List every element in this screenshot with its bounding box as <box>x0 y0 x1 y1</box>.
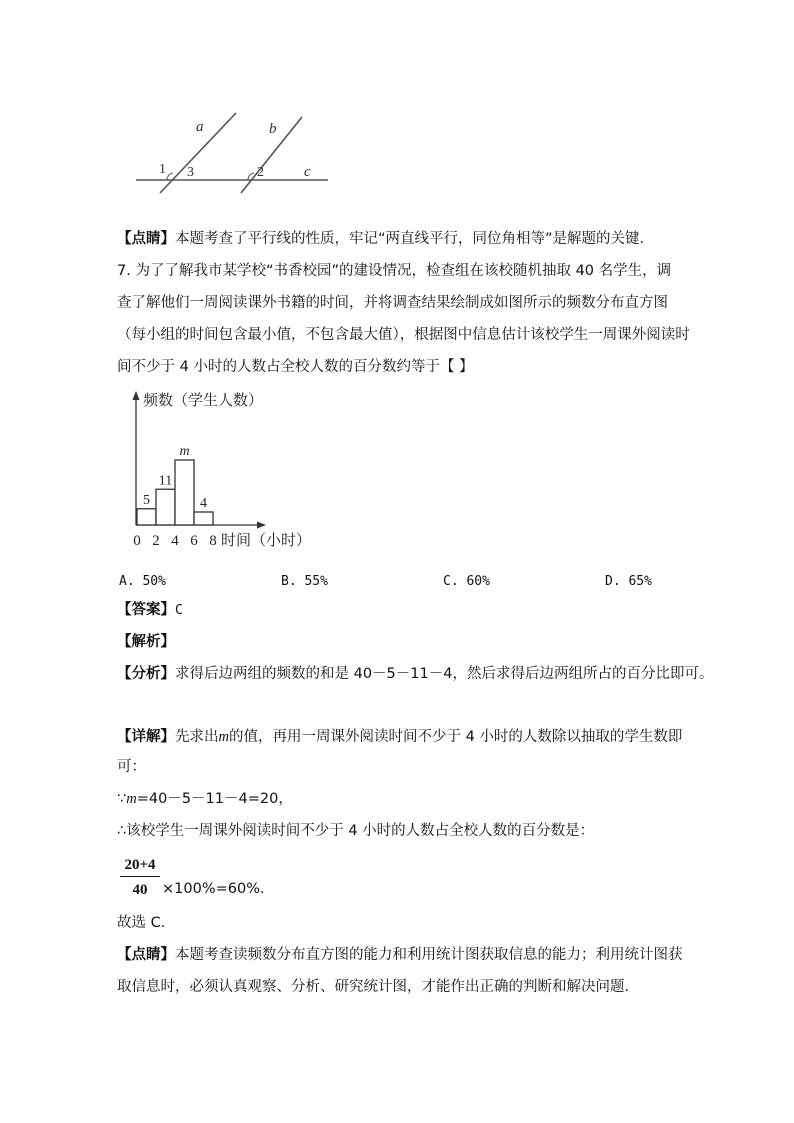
question-line-2: 查了解他们一周阅读课外书籍的时间，并将调查结果绘制成如图所示的频数分布直方图 <box>117 295 668 311</box>
detail-line-1 <box>117 727 682 747</box>
bar-label-2: m <box>179 444 190 459</box>
fraction-numerator: 20+4 <box>120 856 160 877</box>
option-d: D. 65% <box>605 574 652 589</box>
label-3: 3 <box>187 165 194 180</box>
parallel-lines-figure <box>130 105 340 195</box>
option-a: A. 50% <box>119 574 166 589</box>
answer-line <box>117 600 183 621</box>
angle-arc-1 <box>167 173 173 180</box>
x-axis-arrow <box>257 522 266 529</box>
bar-2 <box>175 460 194 525</box>
tip2-text-1: 本题考查读频数分布直方图的能力和利用统计图获取信息的能力；利用统计图获 <box>175 947 683 963</box>
question-line-3: （每小组的时间包含最小值，不包含最大值），根据图中信息估计该校学生一周课外阅读时 <box>117 327 690 343</box>
detail-equation: =40－5－11－4=20， <box>136 791 293 807</box>
bar-3 <box>194 512 213 525</box>
option-c: C. 60% <box>443 574 490 589</box>
conclusion: 故选 C． <box>117 915 176 931</box>
frequency-histogram <box>125 385 325 555</box>
tip2-bracket: 【点睛】 <box>117 947 175 963</box>
question-line-4: 间不少于 4 小时的人数占全校人数的百分数约等于【 】 <box>117 359 474 375</box>
x-tick-2: 2 <box>152 533 160 549</box>
fenxi-text: 求得后边两组的频数的和是 40－5－11－4，然后求得后边两组所占的百分比即可。 <box>175 666 714 682</box>
fraction-tail: ×100%=60%． <box>162 881 275 897</box>
x-axis-title: 时间（小时） <box>221 533 312 549</box>
label-c: c <box>304 164 311 180</box>
question-line-1: 7. 为了了解我市某学校“书香校园”的建设情况，检查组在该校随机抽取 40 名学生，调 <box>117 263 672 279</box>
tip-bracket: 【点睛】 <box>117 231 175 247</box>
bar-label-3: 4 <box>200 496 207 511</box>
fenxi-bracket: 【分析】 <box>117 666 175 682</box>
because-symbol: ∵ <box>117 791 127 807</box>
y-axis-arrow <box>133 391 140 400</box>
x-tick-4: 4 <box>171 533 179 549</box>
x-tick-8: 8 <box>209 533 217 549</box>
detail-bracket: 【详解】 <box>117 729 175 745</box>
label-2: 2 <box>257 165 264 180</box>
x-tick-0: 0 <box>133 533 141 549</box>
fraction <box>120 856 160 900</box>
analysis-title: 【解析】 <box>117 634 175 650</box>
fenxi-line <box>117 664 713 684</box>
label-1: 1 <box>159 162 166 177</box>
tip-paragraph-2-line-1 <box>117 945 683 965</box>
label-b: b <box>269 121 277 137</box>
bar-label-0: 5 <box>143 492 150 508</box>
bar-1 <box>156 489 175 525</box>
detail-line-2: 可： <box>117 759 146 775</box>
detail-line-3 <box>117 789 293 809</box>
tip-paragraph-1 <box>117 229 654 249</box>
detail-text-post: 的值，再用一周课外阅读时间不少于 4 小时的人数除以抽取的学生数即 <box>228 729 683 745</box>
tip-paragraph-2-line-2: 取信息时，必须认真观察、分析、研究统计图，才能作出正确的判断和解决问题． <box>117 979 639 995</box>
detail-text-pre: 先求出 <box>175 729 219 745</box>
option-b: B. 55% <box>281 574 328 589</box>
answer-value: C <box>175 603 183 618</box>
x-tick-6: 6 <box>190 533 198 549</box>
tip-text: 本题考查了平行线的性质，牢记“两直线平行，同位角相等”是解题的关键． <box>175 231 655 247</box>
variable-m-2: m <box>126 791 137 807</box>
answer-bracket: 【答案】 <box>117 602 175 618</box>
label-a: a <box>196 119 204 135</box>
bar-label-1: 11 <box>158 473 173 489</box>
y-axis-title: 频数（学生人数） <box>143 393 264 409</box>
variable-m: m <box>218 729 229 745</box>
detail-line-4: ∴该校学生一周课外阅读时间不少于 4 小时的人数占全校人数的百分数是： <box>117 823 595 839</box>
bar-0 <box>137 509 156 525</box>
fraction-denominator: 40 <box>132 882 148 898</box>
